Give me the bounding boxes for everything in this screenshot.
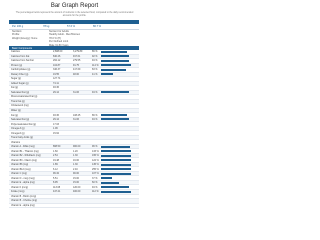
nutrient-percent: 255 % xyxy=(92,167,99,171)
summary-cell-2: 78 kg xyxy=(43,25,50,28)
nutrient-amount: 1.06 xyxy=(53,127,58,131)
nutrient-amount: 447.21 xyxy=(53,190,61,194)
nutrient-amount: 5.51 xyxy=(53,176,58,180)
nutrient-dri: 400.00 xyxy=(73,190,81,194)
nutrient-dri: 417.69 xyxy=(73,68,81,72)
nutrient-name: Vitamin E - alpha (mg) xyxy=(11,203,35,207)
nutrient-name: Dietary Fiber (g) xyxy=(11,72,29,76)
nutrient-dri: 31.06 xyxy=(73,90,79,94)
report-subtitle: The percentages below represent the amount of nutrients in the selected food, compared to the daily recommended amounts for the profile. xyxy=(15,12,134,17)
info-label: Weight (Energy): None xyxy=(12,36,38,40)
nutrient-amount: 104.87 xyxy=(53,63,61,67)
nutrient-dri: 900.00 xyxy=(73,145,81,149)
info-value: 78.0 % (H) xyxy=(49,36,61,40)
nutrient-amount: 8.95 xyxy=(53,181,58,185)
nutrient-dri: 31.06 xyxy=(73,118,79,122)
nutrient-table xyxy=(9,50,139,208)
info-value: Per Defined Limit xyxy=(49,40,69,44)
nutrient-percent: 94 % xyxy=(92,185,98,189)
summary-cell-1: Per 100 g xyxy=(12,25,24,28)
nutrient-name: Vitamin B6 (mg) xyxy=(11,163,29,167)
nutrient-percent-bar xyxy=(101,55,129,57)
nutrient-percent: 122 % xyxy=(92,158,99,162)
profile-info xyxy=(9,30,139,47)
nutrient-name: Vitamin B2 - Riboflavin (mg) xyxy=(11,154,41,158)
nutrient-percent: 92 % xyxy=(92,54,98,58)
nutrient-dri: 90.00 xyxy=(73,172,79,176)
nutrient-name: Vitamin B12 (mcg) xyxy=(11,167,31,171)
nutrient-percent: 195 % xyxy=(92,154,99,158)
nutrient-amount: 840.26 xyxy=(53,54,61,58)
nutrient-percent-bar xyxy=(101,73,113,75)
nutrient-name: Omega-6 (g) xyxy=(11,131,25,135)
nutrient-percent-bar xyxy=(101,64,131,66)
nutrient-dri: 15.00 xyxy=(73,181,79,185)
nutrient-percent-bar xyxy=(101,168,131,170)
report-title: Bar Graph Report xyxy=(50,3,99,9)
nutrient-amount: 2,808.00 xyxy=(53,50,63,54)
nutrient-percent-bar xyxy=(101,146,130,148)
nutrient-dri: 15.00 xyxy=(73,176,79,180)
nutrient-dri: 16.00 xyxy=(73,158,79,162)
nutrient-name: Trans Fatty Acids (g) xyxy=(11,136,33,140)
nutrient-percent: 96 % xyxy=(92,145,98,149)
nutrient-name: Trans Fat (g) xyxy=(11,99,25,103)
summary-cell-3: 57.6 % xyxy=(67,25,76,28)
nutrient-name: Vitamin A - RAE (mcg) xyxy=(11,145,35,149)
nutrient-name: Vitamin B1 - Thiamin (mg) xyxy=(11,149,39,153)
nutrient-percent: 145 % xyxy=(92,163,99,167)
nutrient-percent-bar xyxy=(101,164,131,166)
nutrient-name: Fat (g) xyxy=(11,113,19,117)
nutrient-percent-bar xyxy=(101,118,129,120)
nutrient-amount: 113.08 xyxy=(53,185,61,189)
nutrient-amount: 262.12 xyxy=(53,59,61,63)
nutrient-percent-bar xyxy=(101,114,127,116)
nutrient-percent: 133 % xyxy=(92,149,99,153)
nutrient-amount: 93.36 xyxy=(53,113,59,117)
nutrient-percent-bar xyxy=(101,182,119,184)
nutrient-percent-bar xyxy=(101,150,131,152)
nutrient-amount: 29.12 xyxy=(53,90,59,94)
nutrient-name: Calories xyxy=(11,50,20,54)
info-label: Nutrition: xyxy=(12,30,23,33)
nutrient-amount: 6.12 xyxy=(53,167,58,171)
nutrient-dri: 120.00 xyxy=(73,185,81,189)
nutrient-name: Vitamin B - Biotin (mcg) xyxy=(11,194,37,198)
nutrient-percent: 94 % xyxy=(92,90,98,94)
nutrient-name: Vitamin K (mcg) xyxy=(11,185,28,189)
nutrient-percent: 86 % xyxy=(92,113,98,117)
nutrient-dri: 2.40 xyxy=(73,167,78,171)
nutrient-amount: 96.32 xyxy=(53,172,59,176)
nutrient-amount: 19.48 xyxy=(53,158,59,162)
nutrient-percent: 41 % xyxy=(92,72,98,76)
nutrient-name: Sugar (g) xyxy=(11,77,21,81)
info-value: Nutrient for Adults xyxy=(49,30,69,33)
nutrient-amount: 74.11 xyxy=(53,81,59,85)
nutrient-name: Fat (g) xyxy=(11,86,19,90)
nutrient-name: Vitamin B3 - Niacin (mg) xyxy=(11,158,37,162)
nutrient-name: Calories from Sat Fat xyxy=(11,59,34,63)
nutrient-amount: 2.54 xyxy=(53,154,58,158)
nutrient-percent-bar xyxy=(101,69,126,71)
nutrient-name: Vitamin B - Choline (mg) xyxy=(11,199,37,203)
nutrient-amount: 15.62 xyxy=(53,131,59,135)
nutrient-percent-bar xyxy=(101,186,129,188)
nutrient-name: Protein (g) xyxy=(11,63,23,67)
nutrient-amount: 127.74 xyxy=(53,77,61,81)
nutrient-amount: 19.55 xyxy=(53,72,59,76)
nutrient-dri: 1.30 xyxy=(73,163,78,167)
info-label: Profile: xyxy=(12,33,20,37)
nutrient-percent: 37 % xyxy=(92,176,98,180)
nutrient-name: Carbohydrates (g) xyxy=(11,68,31,72)
nutrient-name: Polyunsaturated Fat (g) xyxy=(11,122,36,126)
nutrient-name: Water (g) xyxy=(11,109,21,112)
nutrient-percent-bar xyxy=(101,191,131,193)
nutrient-percent-bar xyxy=(101,155,131,157)
nutrient-amount: 868.50 xyxy=(53,145,61,149)
nutrient-percent-bar xyxy=(101,60,129,62)
nutrient-name: Vitamin C (mg) xyxy=(11,172,27,176)
nutrient-name: Monounsaturated Fat (g) xyxy=(11,95,38,99)
nutrient-percent: 107 % xyxy=(92,172,99,176)
nutrient-name: Calories from Fat xyxy=(11,54,30,58)
nutrient-dri: 1.20 xyxy=(73,149,78,153)
nutrient-name: Vitamin D - mcg (mcg) xyxy=(11,176,35,180)
nutrient-percent: 114 % xyxy=(92,63,99,67)
nutrient-name: Saturated Fat (g) xyxy=(11,90,30,94)
nutrient-percent: 112 % xyxy=(92,190,99,194)
nutrient-dri: 1.30 xyxy=(73,154,78,158)
table-row xyxy=(9,204,139,209)
nutrient-name: Saturated Fat (g) xyxy=(11,118,30,122)
nutrient-name: Folate (mcg) xyxy=(11,190,25,194)
nutrient-percent: 86 % xyxy=(92,50,98,54)
nutrient-amount: 17.03 xyxy=(53,122,59,126)
nutrient-dri: 917.61 xyxy=(73,54,81,58)
summary-cell-4: 86.7 % xyxy=(93,25,102,28)
nutrient-percent: 60 % xyxy=(92,181,98,185)
nutrient-name: Cholesterol (mg) xyxy=(11,104,29,108)
nutrient-percent-bar xyxy=(101,91,129,93)
nutrient-name: Vitamin E - alpha (mg) xyxy=(11,181,35,185)
info-value: Healthy Adult - Men/Women xyxy=(49,33,81,37)
nutrient-name: Vitamins xyxy=(11,140,21,144)
nutrient-percent-bar xyxy=(101,177,112,179)
nutrient-amount: 29.12 xyxy=(53,118,59,122)
nutrient-name: Omega-3 (g) xyxy=(11,127,25,131)
nutrient-dri: 108.25 xyxy=(73,113,81,117)
nutrient-percent: 83 % xyxy=(92,68,98,72)
nutrient-amount: 93.36 xyxy=(53,86,59,90)
nutrient-name: Added Sugar (g) xyxy=(11,81,29,85)
nutrient-percent-bar xyxy=(101,159,131,161)
nutrient-amount: 346.37 xyxy=(53,68,61,72)
nutrient-percent-bar xyxy=(101,173,131,175)
nutrient-dri: 48.00 xyxy=(73,72,79,76)
nutrient-dri: 3,279.89 xyxy=(73,50,83,54)
nutrient-percent-bar xyxy=(101,51,127,53)
nutrient-amount: 1.89 xyxy=(53,163,58,167)
nutrient-amount: 1.60 xyxy=(53,149,58,153)
nutrient-percent: 94 % xyxy=(92,118,98,122)
column-header-name: Basic Components xyxy=(12,46,33,50)
nutrient-dri: 91.75 xyxy=(73,63,79,67)
nutrient-percent: 94 % xyxy=(92,59,98,63)
nutrient-dri: 279.55 xyxy=(73,59,81,63)
